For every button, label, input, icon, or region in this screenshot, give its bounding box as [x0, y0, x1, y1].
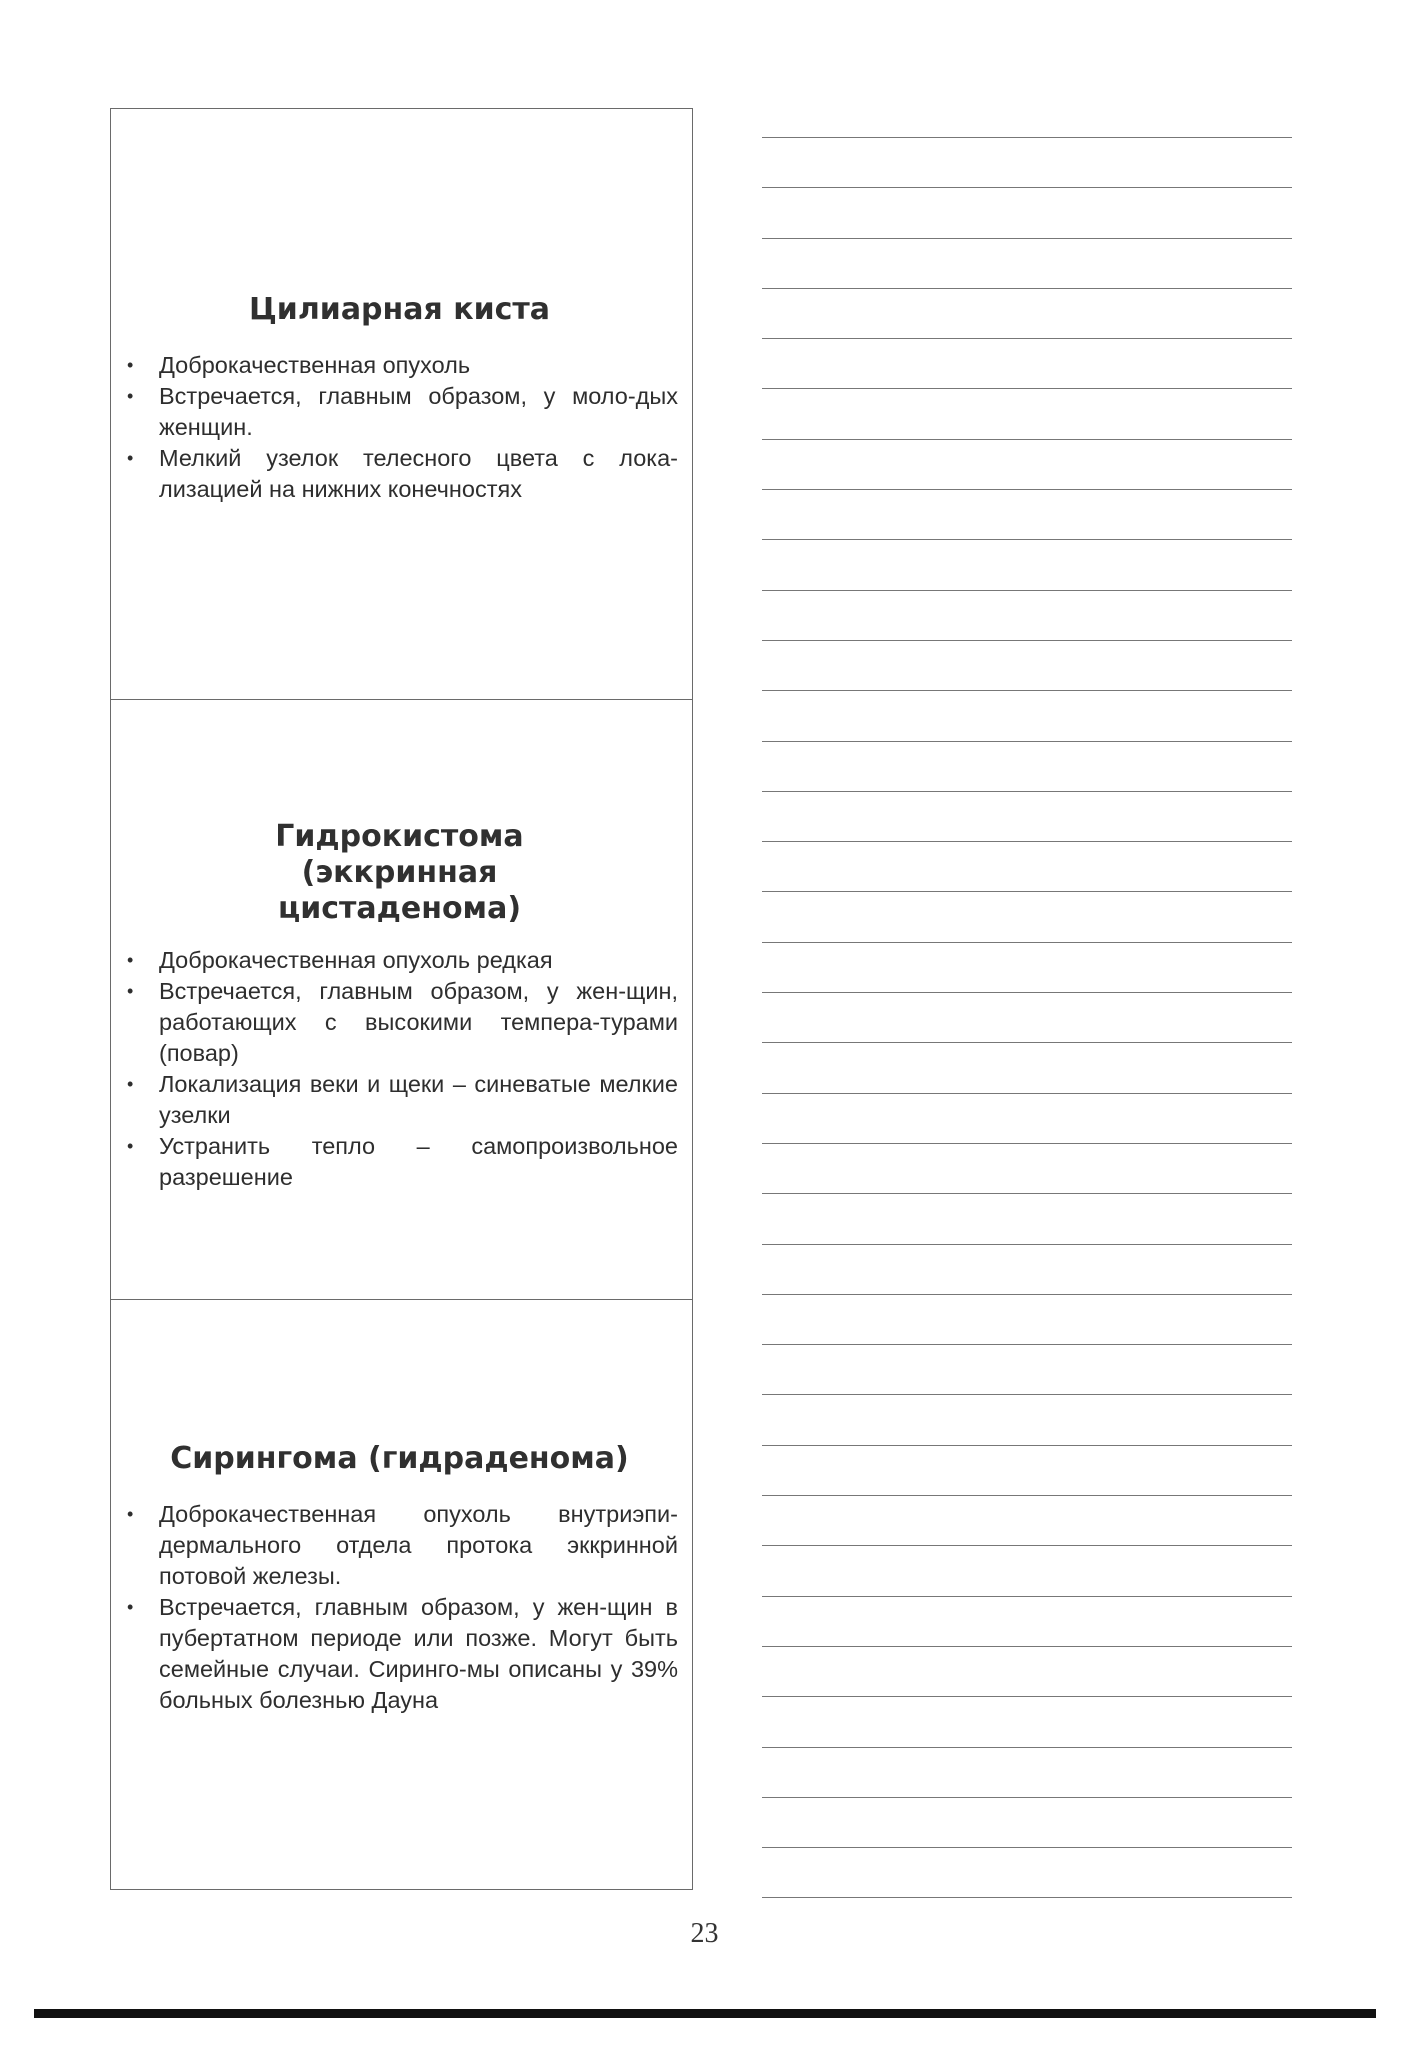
note-line: [762, 338, 1292, 339]
note-line: [762, 388, 1292, 389]
note-line: [762, 640, 1292, 641]
list-item: • Доброкачественная опухоль внутриэпи-дермального отдела протока эккринной потовой железы.: [127, 1501, 678, 1589]
bullet-icon: •: [127, 1597, 134, 1617]
note-line: [762, 1646, 1292, 1647]
list-item: • Мелкий узелок телесного цвета с лока-лизацией на нижних конечностях: [127, 445, 678, 502]
bullet-icon: •: [127, 386, 134, 406]
note-line: [762, 1495, 1292, 1496]
bullet-icon: •: [127, 355, 134, 375]
notes-lines: [762, 137, 1292, 1948]
page-number: 23: [690, 1918, 719, 1949]
note-line: [762, 891, 1292, 892]
note-line: [762, 539, 1292, 540]
slide-2-title: Гидрокистома (эккринная цистаденома): [275, 819, 524, 926]
note-line: [762, 1545, 1292, 1546]
note-line: [762, 1042, 1292, 1043]
slide-3-title: Сирингома (гидраденома): [170, 1441, 629, 1476]
bullet-icon: •: [127, 1074, 134, 1094]
note-line: [762, 1143, 1292, 1144]
list-item: • Встречается, главным образом, у жен-щин, работающих с высокими темпера-турами (повар): [127, 978, 678, 1066]
note-line: [762, 1797, 1292, 1798]
note-line: [762, 1344, 1292, 1345]
slide-3: [111, 1441, 692, 1716]
note-line: [762, 187, 1292, 188]
list-item: • Встречается, главным образом, у моло-дых женщин.: [127, 383, 678, 440]
slides-panel: [110, 108, 693, 1890]
note-line: [762, 1696, 1292, 1697]
note-line: [762, 1193, 1292, 1194]
bullet-icon: •: [127, 950, 134, 970]
bottom-rule: [34, 2009, 1376, 2018]
list-item: • Встречается, главным образом, у жен-щин в пубертатном периоде или позже. Могут быть семейные случаи. Сиринго-мы описаны у 39% больных болезнью Дауна: [127, 1594, 678, 1713]
list-item: • Локализация веки и щеки – синеватые мелкие узелки: [127, 1071, 678, 1128]
note-line: [762, 590, 1292, 591]
note-line: [762, 439, 1292, 440]
note-line: [762, 741, 1292, 742]
note-line: [762, 137, 1292, 138]
list-item: • Устранить тепло – самопроизвольное разрешение: [127, 1133, 678, 1190]
note-line: [762, 1897, 1292, 1898]
slide-1-bullet-list: [121, 350, 678, 505]
note-line: [762, 1847, 1292, 1848]
note-line: [762, 238, 1292, 239]
note-line: [762, 1244, 1292, 1245]
note-line: [762, 1093, 1292, 1094]
bullet-icon: •: [127, 1504, 134, 1524]
note-line: [762, 791, 1292, 792]
note-line: [762, 1394, 1292, 1395]
slide-2-bullet-list: [121, 945, 678, 1193]
bullet-icon: •: [127, 981, 134, 1001]
bullet-icon: •: [127, 448, 134, 468]
note-line: [762, 1294, 1292, 1295]
slide-2: [111, 819, 692, 1193]
note-line: [762, 841, 1292, 842]
note-line: [762, 288, 1292, 289]
note-line: [762, 1596, 1292, 1597]
slide-1: [111, 292, 692, 505]
note-line: [762, 690, 1292, 691]
slide-3-bullet-list: [121, 1499, 678, 1716]
note-line: [762, 992, 1292, 993]
list-item: • Доброкачественная опухоль: [121, 350, 678, 381]
note-line: [762, 489, 1292, 490]
list-item: • Доброкачественная опухоль редкая: [121, 945, 678, 976]
note-line: [762, 1747, 1292, 1748]
note-line: [762, 942, 1292, 943]
bullet-icon: •: [127, 1136, 134, 1156]
slide-divider: [111, 699, 692, 700]
note-line: [762, 1445, 1292, 1446]
slide-divider: [111, 1299, 692, 1300]
slide-1-title: Цилиарная киста: [248, 292, 551, 327]
